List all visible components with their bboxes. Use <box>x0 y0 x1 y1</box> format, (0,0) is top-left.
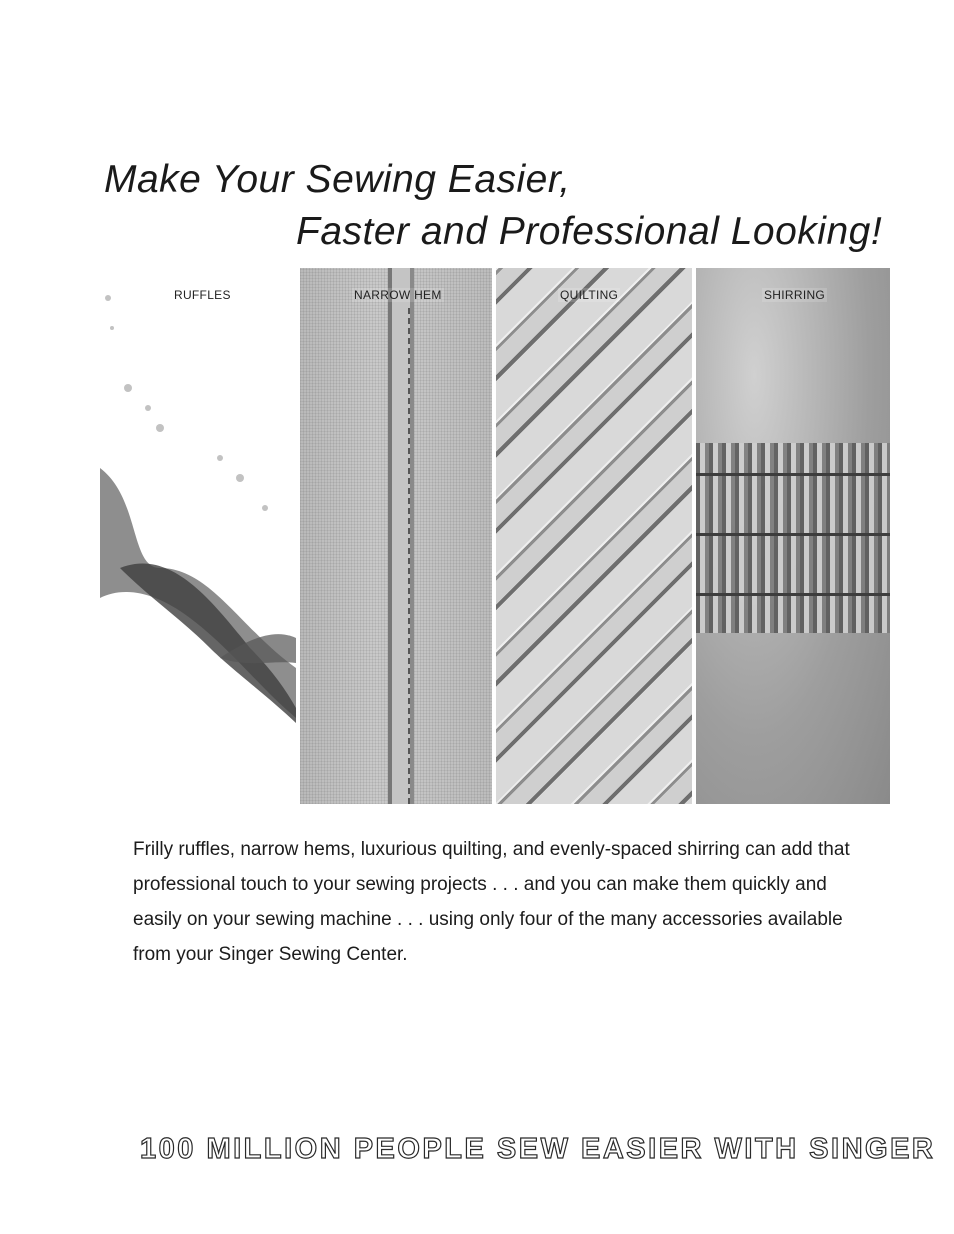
description-paragraph: Frilly ruffles, narrow hems, luxurious quilting, and evenly-spaced shirring can add that professional touch to your sewing projects . . . and you can make them quickly and easily on your sewing machine . . . using only four of the many accessories available from your Singer Sewing Center. <box>133 839 850 965</box>
shirring-stitch-line <box>696 593 890 596</box>
hem-fold <box>388 268 414 804</box>
panel-label-quilting: QUILTING <box>560 288 619 302</box>
panel-label-narrow-hem: NARROW HEM <box>354 288 442 302</box>
headline-line-2: Faster and Professional Looking! <box>296 210 883 253</box>
hem-stitch-line <box>408 308 410 804</box>
panel-ruffles <box>100 268 296 804</box>
shirring-gathers <box>696 443 890 633</box>
shirring-stitch-line <box>696 473 890 476</box>
panel-shirring <box>696 268 890 804</box>
sample-panels <box>100 268 890 804</box>
panel-label-ruffles: RUFFLES <box>174 288 231 302</box>
ruffle-illustration <box>100 268 296 804</box>
panel-narrow-hem <box>300 268 492 804</box>
panel-quilting <box>496 268 692 804</box>
headline-line-1: Make Your Sewing Easier, <box>104 158 571 201</box>
shirring-stitch-line <box>696 533 890 536</box>
footer-slogan: 100 MILLION PEOPLE SEW EASIER WITH SINGER <box>140 1133 936 1165</box>
panel-label-shirring: SHIRRING <box>764 288 826 302</box>
